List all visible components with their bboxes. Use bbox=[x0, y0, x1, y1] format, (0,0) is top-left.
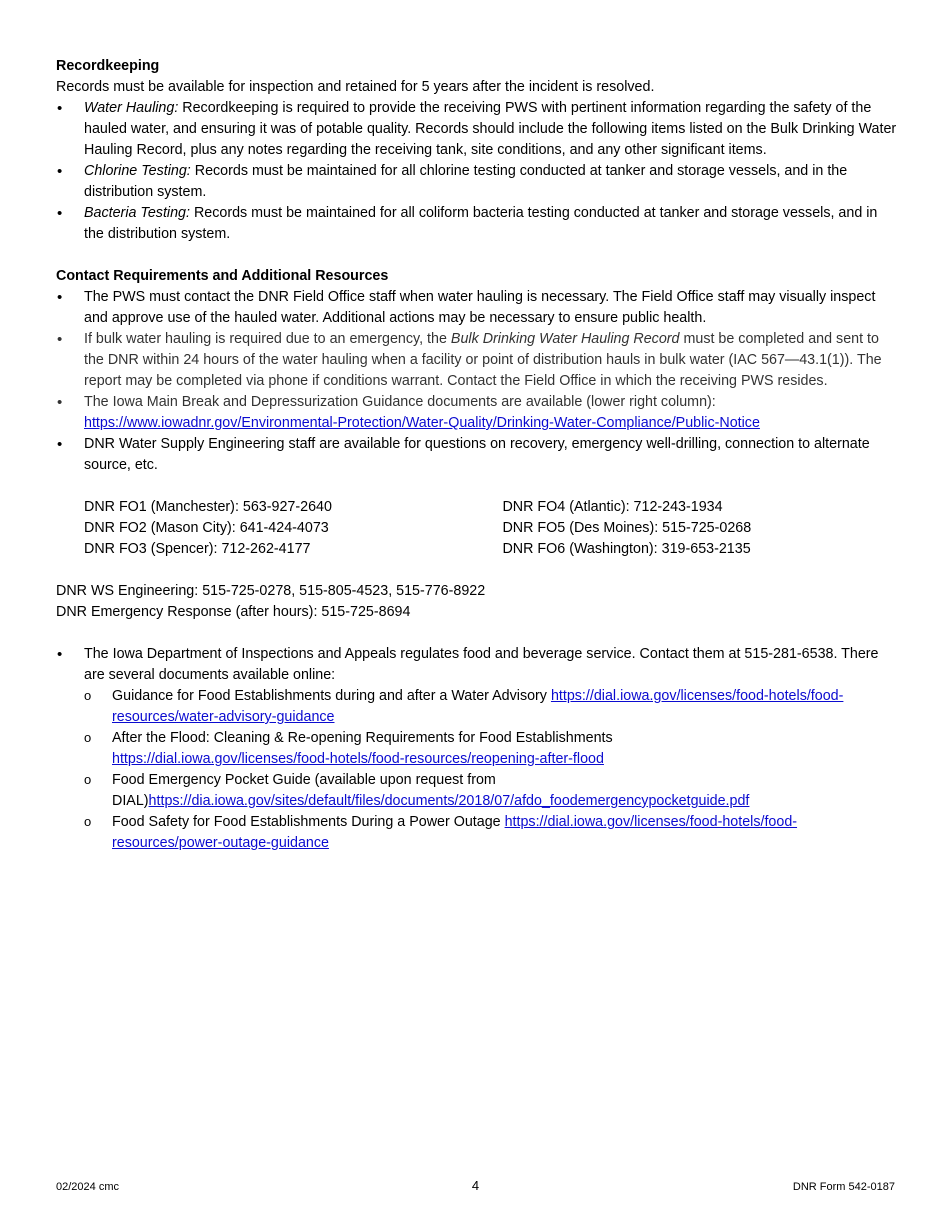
dia-documents bbox=[84, 686, 901, 854]
document-title: Guidance for Food Establishments during and after a Water Advisory bbox=[112, 688, 551, 704]
document-item bbox=[84, 770, 901, 812]
list-item bbox=[56, 329, 901, 392]
office-contact: DNR FO2 (Mason City): 641-424-4073 bbox=[84, 520, 329, 536]
list-item bbox=[56, 434, 901, 476]
document-item bbox=[84, 728, 901, 770]
record-title: Bulk Drinking Water Hauling Record bbox=[450, 331, 680, 347]
contacts-left-column bbox=[84, 497, 502, 560]
office-contact: DNR FO1 (Manchester): 563-927-2640 bbox=[84, 499, 332, 515]
item-text: Records must be maintained for all coliform bacteria testing conducted at tanker and storage vessels, and in the distribution system. bbox=[84, 205, 878, 242]
dia-list bbox=[56, 644, 901, 854]
document-link[interactable]: https://dial.iowa.gov/licenses/food-hotels/food-resources/power-outage-guidance bbox=[112, 814, 798, 851]
field-office-contacts bbox=[56, 497, 901, 560]
document-item bbox=[84, 686, 901, 728]
item-text: The Iowa Department of Inspections and Appeals regulates food and beverage service. Contact them at 515-281-6538. There are several documents available online: bbox=[84, 646, 879, 683]
item-text: DNR Water Supply Engineering staff are available for questions on recovery, emergency well-drilling, connection to alternate source, etc. bbox=[84, 436, 870, 473]
office-contact: DNR FO4 (Atlantic): 712-243-1934 bbox=[502, 499, 723, 515]
item-text: The Iowa Main Break and Depressurization Guidance documents are available (lower right column): bbox=[84, 394, 716, 410]
recordkeeping-list bbox=[56, 98, 901, 245]
office-contact: DNR FO6 (Washington): 319-653-2135 bbox=[502, 541, 751, 557]
ws-engineering-contact: DNR WS Engineering: 515-725-0278, 515-805-4523, 515-776-8922 bbox=[56, 583, 486, 599]
form-number: DNR Form 542-0187 bbox=[792, 1181, 895, 1193]
recordkeeping-heading: Recordkeeping bbox=[56, 58, 160, 74]
public-notice-link[interactable]: https://www.iowadnr.gov/Environmental-Protection/Water-Quality/Drinking-Water-Compliance/Public-Notice bbox=[84, 415, 760, 431]
office-contact: DNR FO3 (Spencer): 712-262-4177 bbox=[84, 541, 311, 557]
contact-heading: Contact Requirements and Additional Resources bbox=[56, 268, 389, 284]
emergency-contact: DNR Emergency Response (after hours): 515-725-8694 bbox=[56, 604, 411, 620]
list-item bbox=[56, 203, 901, 245]
document-page bbox=[56, 56, 901, 854]
document-link[interactable]: https://dia.iowa.gov/sites/default/files/documents/2018/07/afdo_foodemergencypocketguide.pdf bbox=[148, 793, 750, 809]
document-title: Food Emergency Pocket Guide (available upon request from DIAL) bbox=[112, 772, 496, 809]
office-contact: DNR FO5 (Des Moines): 515-725-0268 bbox=[502, 520, 752, 536]
item-text: The PWS must contact the DNR Field Office staff when water hauling is necessary. The Field Office staff may visually inspect and approve use of the hauled water. Additional actions may be necessary to ensure public health. bbox=[84, 289, 876, 326]
document-item bbox=[84, 812, 901, 854]
item-label: Chlorine Testing: bbox=[84, 163, 191, 179]
document-link[interactable]: https://dial.iowa.gov/licenses/food-hotels/food-resources/water-advisory-guidance bbox=[112, 688, 844, 725]
contact-list bbox=[56, 287, 901, 476]
contacts-right-column bbox=[502, 497, 901, 560]
recordkeeping-intro: Records must be available for inspection and retained for 5 years after the incident is resolved. bbox=[56, 79, 655, 95]
item-text: If bulk water hauling is required due to an emergency, the bbox=[84, 331, 451, 347]
list-item bbox=[56, 161, 901, 203]
item-text: Recordkeeping is required to provide the receiving PWS with pertinent information regarding the safety of the hauled water, and ensuring it was of potable quality. Records should include the following items listed on the Bulk Drinking Water Hauling Record, plus any notes regarding the receiving tank, site conditions, and any other significant items. bbox=[84, 100, 897, 158]
list-item bbox=[56, 287, 901, 329]
item-label: Bacteria Testing: bbox=[84, 205, 190, 221]
item-text: Records must be maintained for all chlorine testing conducted at tanker and storage vessels, and in the distribution system. bbox=[84, 163, 848, 200]
list-item bbox=[56, 644, 901, 854]
document-title: Food Safety for Food Establishments During a Power Outage bbox=[112, 814, 505, 830]
document-link[interactable]: https://dial.iowa.gov/licenses/food-hotels/food-resources/reopening-after-flood bbox=[112, 751, 604, 767]
item-text: must be completed and sent to the DNR within 24 hours of the water hauling when a facility or point of distribution hauls in bulk water (IAC 567—43.1(1)). The report may be completed via phone if conditions warrant. Contact the Field Office in which the receiving PWS resides. bbox=[84, 331, 882, 389]
item-label: Water Hauling: bbox=[84, 100, 179, 116]
footer-date: 02/2024 cmc bbox=[56, 1181, 119, 1193]
list-item bbox=[56, 392, 901, 434]
list-item bbox=[56, 98, 901, 161]
document-title: After the Flood: Cleaning & Re-opening Requirements for Food Establishments bbox=[112, 730, 613, 746]
page-number: 4 bbox=[471, 1178, 480, 1193]
